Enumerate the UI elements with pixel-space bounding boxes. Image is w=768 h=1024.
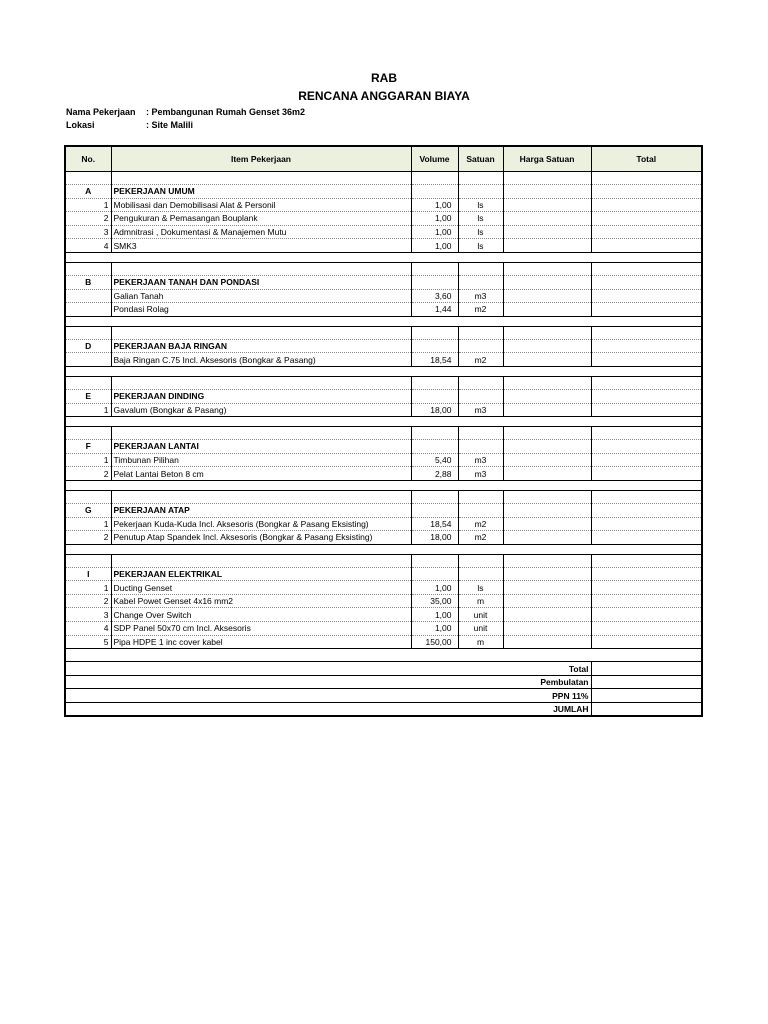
item-volume: 35,00 xyxy=(411,594,458,608)
section-row xyxy=(65,503,702,517)
item-unit: unit xyxy=(458,622,503,636)
cell-no xyxy=(65,326,111,339)
section-name: PEKERJAAN DINDING xyxy=(111,389,411,403)
separator-row xyxy=(65,649,702,662)
item-no: 2 xyxy=(65,594,111,608)
item-harga-satuan xyxy=(503,353,591,367)
item-volume: 1,00 xyxy=(411,225,458,239)
table-body xyxy=(65,172,702,717)
item-total xyxy=(591,594,702,608)
cell-harga xyxy=(503,185,591,199)
item-name: Ducting Genset xyxy=(111,581,411,595)
item-name: Penutup Atap Spandek Incl. Aksesoris (Bongkar & Pasang Eksisting) xyxy=(111,531,411,545)
cell-total xyxy=(591,262,702,275)
table-row xyxy=(65,594,702,608)
cell-total xyxy=(591,427,702,440)
project-label: Nama Pekerjaan xyxy=(66,107,136,117)
header-item: Item Pekerjaan xyxy=(111,146,411,172)
cell-harga xyxy=(503,172,591,185)
cell-item xyxy=(111,490,411,503)
cell-no xyxy=(65,376,111,389)
summary-label: Total xyxy=(65,662,591,676)
cell-satuan xyxy=(458,326,503,339)
item-harga-satuan xyxy=(503,212,591,226)
table-row xyxy=(65,608,702,622)
table-row xyxy=(65,239,702,253)
cell-volume xyxy=(411,262,458,275)
item-no: 1 xyxy=(65,453,111,467)
table-row xyxy=(65,212,702,226)
section-name: PEKERJAAN UMUM xyxy=(111,185,411,199)
separator-row xyxy=(65,480,702,490)
item-unit: m3 xyxy=(458,467,503,481)
item-no: 3 xyxy=(65,225,111,239)
table-row xyxy=(65,225,702,239)
item-total xyxy=(591,453,702,467)
separator-row xyxy=(65,366,702,376)
header-total: Total xyxy=(591,146,702,172)
summary-value xyxy=(591,689,702,703)
item-no xyxy=(65,303,111,317)
item-volume: 18,00 xyxy=(411,531,458,545)
item-total xyxy=(591,531,702,545)
item-volume: 18,54 xyxy=(411,517,458,531)
project-value: : Pembangunan Rumah Genset 36m2 xyxy=(146,107,306,117)
separator-cell xyxy=(65,252,702,262)
cell-harga xyxy=(503,554,591,567)
cell-harga xyxy=(503,326,591,339)
item-harga-satuan xyxy=(503,239,591,253)
item-unit: m2 xyxy=(458,517,503,531)
item-harga-satuan xyxy=(503,289,591,303)
item-no: 3 xyxy=(65,608,111,622)
item-harga-satuan xyxy=(503,531,591,545)
cell-no xyxy=(65,490,111,503)
cell-total xyxy=(591,440,702,454)
cell-volume xyxy=(411,326,458,339)
blank-row xyxy=(65,427,702,440)
separator-cell xyxy=(65,649,702,662)
item-name: Gavalum (Bongkar & Pasang) xyxy=(111,403,411,417)
item-unit: m3 xyxy=(458,289,503,303)
item-total xyxy=(591,581,702,595)
separator-cell xyxy=(65,316,702,326)
item-volume: 1,00 xyxy=(411,239,458,253)
cell-total xyxy=(591,376,702,389)
section-row xyxy=(65,339,702,353)
separator-row xyxy=(65,544,702,554)
section-code: B xyxy=(65,275,111,289)
cell-item xyxy=(111,554,411,567)
item-volume: 1,00 xyxy=(411,581,458,595)
item-total xyxy=(591,212,702,226)
table-row xyxy=(65,453,702,467)
cell-satuan xyxy=(458,339,503,353)
section-row xyxy=(65,185,702,199)
item-volume: 1,00 xyxy=(411,198,458,212)
document-title: RAB xyxy=(371,71,397,85)
cell-volume xyxy=(411,567,458,581)
cell-item xyxy=(111,376,411,389)
cell-harga xyxy=(503,389,591,403)
section-name: PEKERJAAN ATAP xyxy=(111,503,411,517)
table-row xyxy=(65,403,702,417)
cell-volume xyxy=(411,427,458,440)
item-total xyxy=(591,403,702,417)
rab-table xyxy=(64,145,703,717)
cell-total xyxy=(591,503,702,517)
item-total xyxy=(591,467,702,481)
item-total xyxy=(591,239,702,253)
item-name: Admnitrasi , Dokumentasi & Manajemen Mutu xyxy=(111,225,411,239)
header-no: No. xyxy=(65,146,111,172)
section-code: F xyxy=(65,440,111,454)
blank-row xyxy=(65,262,702,275)
table-row xyxy=(65,635,702,649)
location-value: : Site Malili xyxy=(146,120,194,130)
cell-no xyxy=(65,427,111,440)
cell-volume xyxy=(411,185,458,199)
summary-label: Pembulatan xyxy=(65,675,591,689)
cell-harga xyxy=(503,376,591,389)
item-unit: m xyxy=(458,635,503,649)
cell-volume xyxy=(411,554,458,567)
item-harga-satuan xyxy=(503,198,591,212)
item-name: Pondasi Rolag xyxy=(111,303,411,317)
cell-total xyxy=(591,326,702,339)
item-no: 5 xyxy=(65,635,111,649)
summary-label: JUMLAH xyxy=(65,702,591,716)
item-name: SDP Panel 50x70 cm Incl. Aksesoris xyxy=(111,622,411,636)
item-harga-satuan xyxy=(503,635,591,649)
table-row xyxy=(65,198,702,212)
table-row xyxy=(65,581,702,595)
item-name: Kabel Powet Genset 4x16 mm2 xyxy=(111,594,411,608)
cell-volume xyxy=(411,389,458,403)
item-name: Pekerjaan Kuda-Kuda Incl. Aksesoris (Bongkar & Pasang Eksisting) xyxy=(111,517,411,531)
item-harga-satuan xyxy=(503,622,591,636)
item-name: Timbunan Pilihan xyxy=(111,453,411,467)
cell-satuan xyxy=(458,275,503,289)
cell-no xyxy=(65,554,111,567)
item-name: Pengukuran & Pemasangan Bouplank xyxy=(111,212,411,226)
item-harga-satuan xyxy=(503,608,591,622)
cell-harga xyxy=(503,275,591,289)
cell-satuan xyxy=(458,567,503,581)
cell-no xyxy=(65,262,111,275)
cell-volume xyxy=(411,172,458,185)
summary-row xyxy=(65,702,702,716)
cell-volume xyxy=(411,275,458,289)
item-total xyxy=(591,198,702,212)
separator-cell xyxy=(65,480,702,490)
header-harga-satuan: Harga Satuan xyxy=(503,146,591,172)
section-row xyxy=(65,389,702,403)
summary-value xyxy=(591,675,702,689)
cell-harga xyxy=(503,440,591,454)
item-total xyxy=(591,303,702,317)
item-no: 4 xyxy=(65,622,111,636)
table-row xyxy=(65,517,702,531)
section-name: PEKERJAAN TANAH DAN PONDASI xyxy=(111,275,411,289)
item-name: Pipa HDPE 1 inc cover kabel xyxy=(111,635,411,649)
item-name: Galian Tanah xyxy=(111,289,411,303)
item-no xyxy=(65,289,111,303)
table-row xyxy=(65,303,702,317)
cell-satuan xyxy=(458,376,503,389)
section-name: PEKERJAAN ELEKTRIKAL xyxy=(111,567,411,581)
separator-row xyxy=(65,252,702,262)
item-volume: 5,40 xyxy=(411,453,458,467)
separator-cell xyxy=(65,544,702,554)
item-unit: ls xyxy=(458,212,503,226)
item-total xyxy=(591,622,702,636)
item-unit: ls xyxy=(458,198,503,212)
item-volume: 1,44 xyxy=(411,303,458,317)
item-harga-satuan xyxy=(503,581,591,595)
cell-satuan xyxy=(458,440,503,454)
location-label: Lokasi xyxy=(66,120,95,130)
separator-cell xyxy=(65,417,702,427)
cell-volume xyxy=(411,339,458,353)
summary-row xyxy=(65,675,702,689)
cell-volume xyxy=(411,376,458,389)
separator-row xyxy=(65,316,702,326)
blank-row xyxy=(65,554,702,567)
item-name: Pelat Lantai Beton 8 cm xyxy=(111,467,411,481)
item-unit: m3 xyxy=(458,403,503,417)
cell-total xyxy=(591,554,702,567)
cell-harga xyxy=(503,427,591,440)
cell-satuan xyxy=(458,185,503,199)
item-volume: 150,00 xyxy=(411,635,458,649)
item-name: Baja Ringan C.75 Incl. Aksesoris (Bongkar & Pasang) xyxy=(111,353,411,367)
table-row xyxy=(65,289,702,303)
summary-label: PPN 11% xyxy=(65,689,591,703)
item-unit: m xyxy=(458,594,503,608)
document-subtitle: RENCANA ANGGARAN BIAYA xyxy=(298,89,470,103)
section-code: I xyxy=(65,567,111,581)
item-no xyxy=(65,353,111,367)
cell-volume xyxy=(411,490,458,503)
cell-satuan xyxy=(458,427,503,440)
item-unit: ls xyxy=(458,225,503,239)
location-info xyxy=(66,120,193,130)
section-code: A xyxy=(65,185,111,199)
cell-total xyxy=(591,172,702,185)
summary-value xyxy=(591,702,702,716)
cell-item xyxy=(111,427,411,440)
cell-item xyxy=(111,172,411,185)
cell-satuan xyxy=(458,554,503,567)
cell-total xyxy=(591,567,702,581)
section-row xyxy=(65,275,702,289)
item-no: 1 xyxy=(65,517,111,531)
cell-satuan xyxy=(458,389,503,403)
item-volume: 1,00 xyxy=(411,622,458,636)
section-name: PEKERJAAN BAJA RINGAN xyxy=(111,339,411,353)
item-no: 1 xyxy=(65,198,111,212)
table-header xyxy=(65,146,702,172)
item-no: 2 xyxy=(65,467,111,481)
item-no: 1 xyxy=(65,403,111,417)
cell-item xyxy=(111,326,411,339)
item-harga-satuan xyxy=(503,467,591,481)
item-harga-satuan xyxy=(503,453,591,467)
cell-satuan xyxy=(458,172,503,185)
separator-row xyxy=(65,417,702,427)
item-volume: 1,00 xyxy=(411,608,458,622)
cell-harga xyxy=(503,490,591,503)
cell-harga xyxy=(503,503,591,517)
cell-total xyxy=(591,339,702,353)
item-no: 1 xyxy=(65,581,111,595)
item-total xyxy=(591,608,702,622)
item-total xyxy=(591,635,702,649)
item-volume: 18,54 xyxy=(411,353,458,367)
blank-row xyxy=(65,326,702,339)
item-unit: m3 xyxy=(458,453,503,467)
item-unit: m2 xyxy=(458,303,503,317)
section-code: G xyxy=(65,503,111,517)
item-name: Mobilisasi dan Demobilisasi Alat & Personil xyxy=(111,198,411,212)
separator-cell xyxy=(65,366,702,376)
blank-row xyxy=(65,376,702,389)
project-info xyxy=(66,107,305,117)
item-harga-satuan xyxy=(503,517,591,531)
table-row xyxy=(65,622,702,636)
item-volume: 2,88 xyxy=(411,467,458,481)
section-row xyxy=(65,567,702,581)
cell-satuan xyxy=(458,490,503,503)
item-harga-satuan xyxy=(503,303,591,317)
table-row xyxy=(65,353,702,367)
item-name: Change Over Switch xyxy=(111,608,411,622)
header-volume: Volume xyxy=(411,146,458,172)
cell-volume xyxy=(411,503,458,517)
section-name: PEKERJAAN LANTAI xyxy=(111,440,411,454)
item-harga-satuan xyxy=(503,403,591,417)
item-no: 4 xyxy=(65,239,111,253)
item-unit: m2 xyxy=(458,353,503,367)
item-unit: unit xyxy=(458,608,503,622)
table-row xyxy=(65,467,702,481)
blank-row xyxy=(65,172,702,185)
cell-satuan xyxy=(458,262,503,275)
header-satuan: Satuan xyxy=(458,146,503,172)
item-total xyxy=(591,289,702,303)
cell-no xyxy=(65,172,111,185)
cell-satuan xyxy=(458,503,503,517)
item-unit: ls xyxy=(458,581,503,595)
item-total xyxy=(591,225,702,239)
item-unit: ls xyxy=(458,239,503,253)
summary-row xyxy=(65,689,702,703)
item-volume: 18,00 xyxy=(411,403,458,417)
cell-total xyxy=(591,490,702,503)
summary-value xyxy=(591,662,702,676)
cell-item xyxy=(111,262,411,275)
item-volume: 3,60 xyxy=(411,289,458,303)
table-row xyxy=(65,531,702,545)
section-code: D xyxy=(65,339,111,353)
item-harga-satuan xyxy=(503,594,591,608)
item-volume: 1,00 xyxy=(411,212,458,226)
item-harga-satuan xyxy=(503,225,591,239)
item-no: 2 xyxy=(65,212,111,226)
item-unit: m2 xyxy=(458,531,503,545)
cell-total xyxy=(591,275,702,289)
item-total xyxy=(591,517,702,531)
cell-harga xyxy=(503,567,591,581)
cell-harga xyxy=(503,339,591,353)
item-no: 2 xyxy=(65,531,111,545)
blank-row xyxy=(65,490,702,503)
cell-total xyxy=(591,389,702,403)
item-total xyxy=(591,353,702,367)
item-name: SMK3 xyxy=(111,239,411,253)
cell-total xyxy=(591,185,702,199)
section-row xyxy=(65,440,702,454)
cell-volume xyxy=(411,440,458,454)
summary-row xyxy=(65,662,702,676)
cell-harga xyxy=(503,262,591,275)
section-code: E xyxy=(65,389,111,403)
